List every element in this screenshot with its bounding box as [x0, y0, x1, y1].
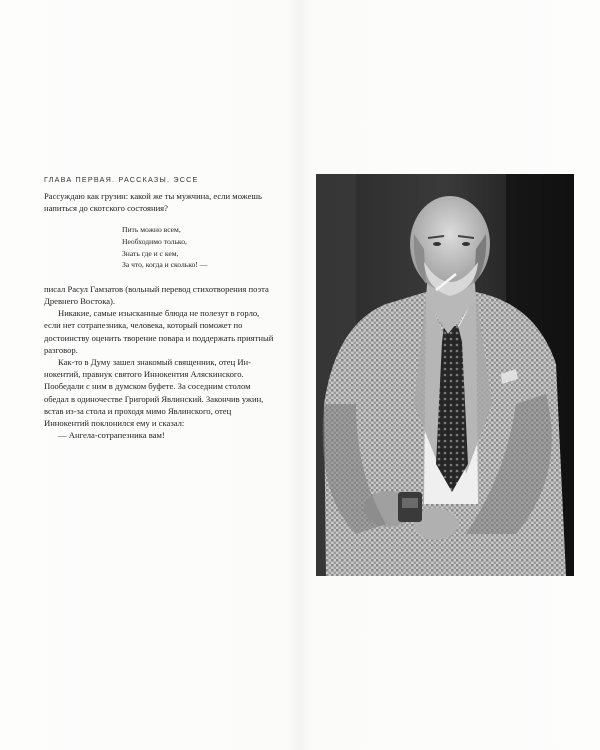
attribution-paragraph: писал Расул Гамзатов (вольный перевод стихотворения поэта Древнего Востока).: [44, 283, 269, 306]
running-head: ГЛАВА ПЕРВАЯ. РАССКАЗЫ. ЭССЕ: [44, 175, 199, 184]
portrait-photo: [316, 174, 574, 576]
poem-quote: [122, 224, 276, 270]
poem-line: Пить можно всем,: [122, 225, 181, 235]
poem-line: За что, когда и сколько! —: [122, 260, 208, 270]
body-paragraph: Никакие, самые изысканные блюда не полезут в горло, если нет сотрапезника, человека, который поможет по достоинству оценить творение повара и поддержать приятный разговор.: [44, 308, 274, 355]
poem-line: Знать где и с кем,: [122, 248, 179, 258]
intro-paragraph: Рассуждаю как грузин: какой же ты мужчина, если можешь напиться до скотского состояния?: [44, 191, 262, 214]
dialogue-line: — Ангела-сотрапезника вам!: [58, 430, 165, 441]
text-column: [44, 190, 276, 441]
body-paragraph: Как-то в Думу зашел знакомый священник, отец Иннокентий, правнук святого Иннокентия Аляскинского. Пообедали с ним в думском буфете. За соседним столом обедал в одиночестве Григорий Явлинский. Закончив ужин, встав из-за стола и проходя мимо Явлинского, отец Иннокентий поклонился ему и сказал:: [44, 357, 264, 429]
poem-line: Необходимо только,: [122, 237, 187, 246]
